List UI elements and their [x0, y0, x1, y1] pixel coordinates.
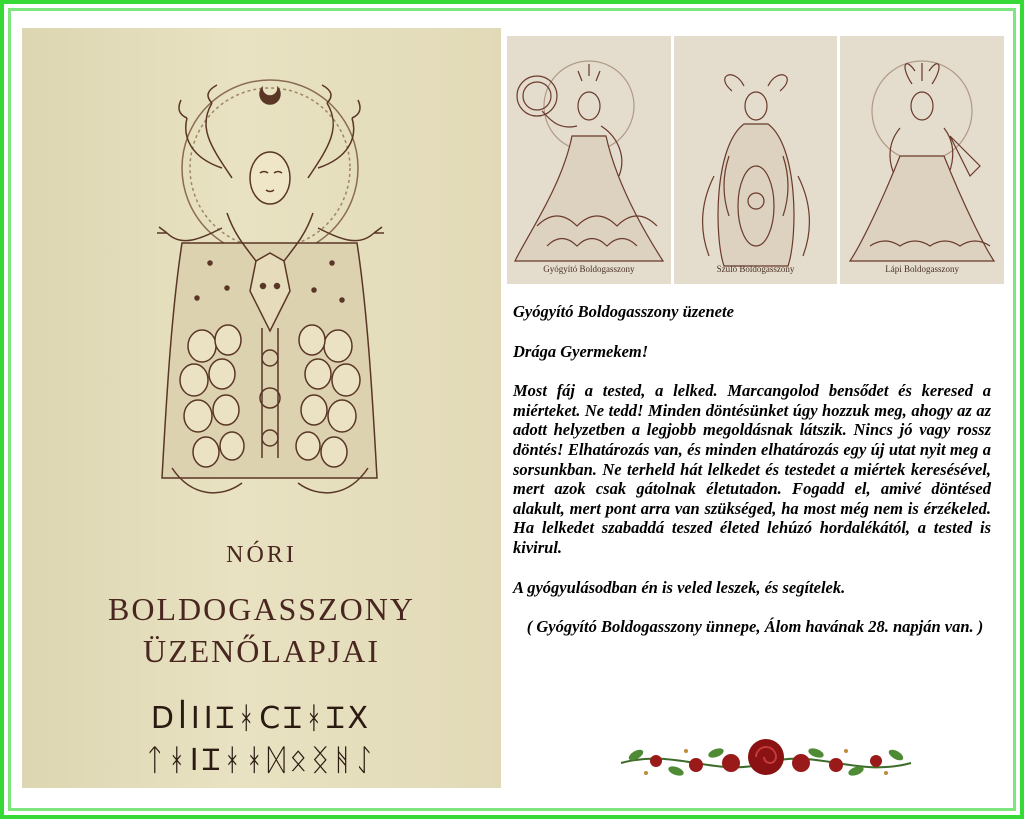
card-label: Lápi Boldogasszony	[885, 264, 960, 274]
goddess-message	[513, 302, 991, 637]
goddess-cards	[507, 36, 1004, 284]
message-body: Most fáj a tested, a lelked. Marcangolod bensődet és keresed a miérteket. Ne tedd! Minden döntésünket úgy hozzuk meg, ahogy az az adott helyzetben a legjobb megoldásnak látszik. Nincs jó vagy rossz döntés! Elhatározás van, és minden elhatározás egy új utat nyit meg a sorsunkban. Ne terheld hát lelkedet és testedet a miértek keresésével, mert azok csak gátolnak életutadon. Fogadd el, amivé döntésed alakult, mert pont arra van szükséged, ha most még nem is érzékeled. Ha lelkedet szabaddá teszed életed lehúzó hordalékától, a tested is kivirul.	[513, 381, 991, 557]
book-author: NÓRI	[226, 542, 297, 568]
goddess-sketch-icon	[840, 36, 1004, 284]
card-birth-goddess	[674, 36, 838, 284]
runic-title-line-1: DꟾIIꞮᚼCꞮᚼꞮX	[150, 701, 373, 736]
card-swamp-goddess	[840, 36, 1004, 284]
card-label: Gyógyító Boldogasszony	[543, 264, 635, 274]
goddess-sketch-icon	[507, 36, 671, 284]
message-footnote: ( Gyógyító Boldogasszony ünnepe, Álom havának 28. napján van. )	[526, 617, 984, 637]
message-title: Gyógyító Boldogasszony üzenete	[513, 302, 734, 321]
book-cover	[22, 28, 501, 788]
rose-garland-icon	[616, 723, 916, 795]
goddess-sketch-icon	[674, 36, 838, 284]
book-title-line-2: ÜZENŐLAPJAI	[142, 633, 381, 669]
card-healing-goddess	[507, 36, 671, 284]
runic-title-line-2: ᛏᚼIꞮᚼᚼᛞᛟᛝᚻᛇ	[145, 743, 378, 778]
cover-illustration-icon	[22, 28, 501, 788]
message-closing: A gyógyulásodban én is veled leszek, és segítelek.	[513, 577, 846, 597]
message-greeting: Drága Gyermekem!	[513, 341, 649, 361]
card-label: Szülő Boldogasszony	[716, 264, 795, 274]
book-title-line-1: BOLDOGASSZONY	[108, 591, 415, 627]
